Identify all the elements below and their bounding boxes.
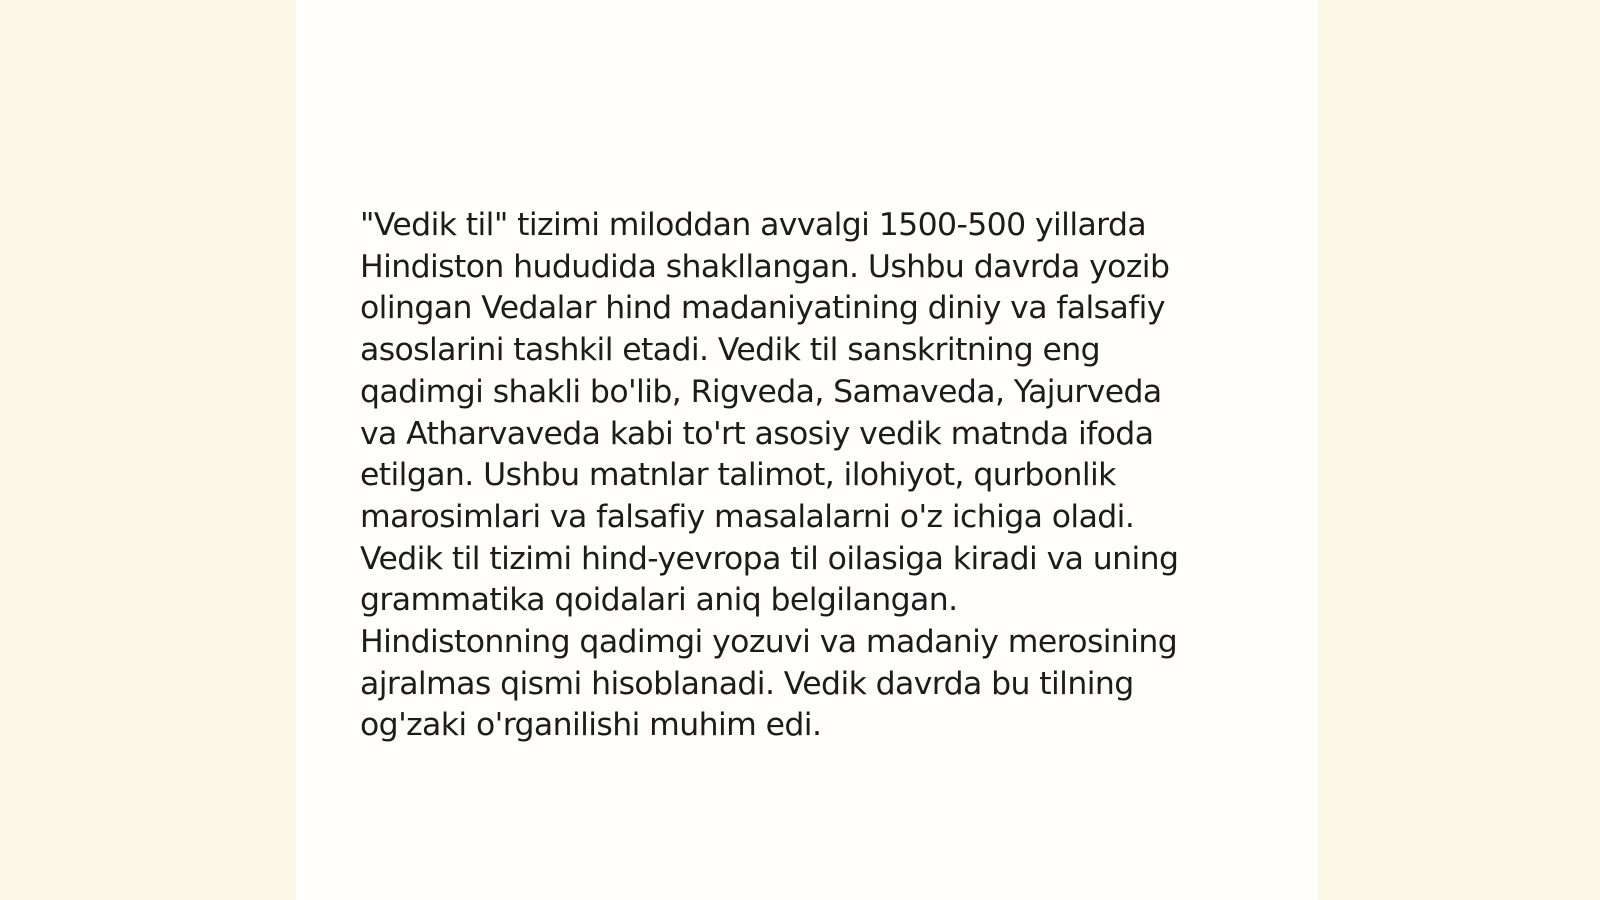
text-line: grammatika qoidalari aniq belgilangan. — [360, 582, 958, 619]
text-line: marosimlari va falsafiy masalalarni o'z ichiga oladi. — [360, 498, 1135, 535]
text-line: olingan Vedalar hind madaniyatining diniy va falsafiy — [360, 290, 1165, 327]
text-line: qadimgi shakli bo'lib, Rigveda, Samaveda, Yajurveda — [360, 373, 1162, 410]
text-line: "Vedik til" tizimi miloddan avvalgi 1500-500 yillarda — [360, 207, 1147, 243]
text-line: va Atharvaveda kabi to'rt asosiy vedik matnda ifoda — [360, 415, 1154, 452]
text-line: ajralmas qismi hisoblanadi. Vedik davrda bu tilning — [360, 665, 1134, 702]
body-paragraph — [360, 205, 1250, 747]
text-line: etilgan. Ushbu matnlar talimot, ilohiyot, qurbonlik — [360, 457, 1116, 494]
text-line: asoslarini tashkil etadi. Vedik til sanskritning eng — [360, 332, 1101, 369]
text-line: Hindistonning qadimgi yozuvi va madaniy merosining — [360, 624, 1178, 661]
text-line: og'zaki o'rganilishi muhim edi. — [360, 707, 822, 744]
text-line: Vedik til tizimi hind-yevropa til oilasiga kiradi va uning — [360, 540, 1179, 577]
text-line: Hindiston hududida shakllangan. Ushbu davrda yozib — [360, 248, 1170, 285]
